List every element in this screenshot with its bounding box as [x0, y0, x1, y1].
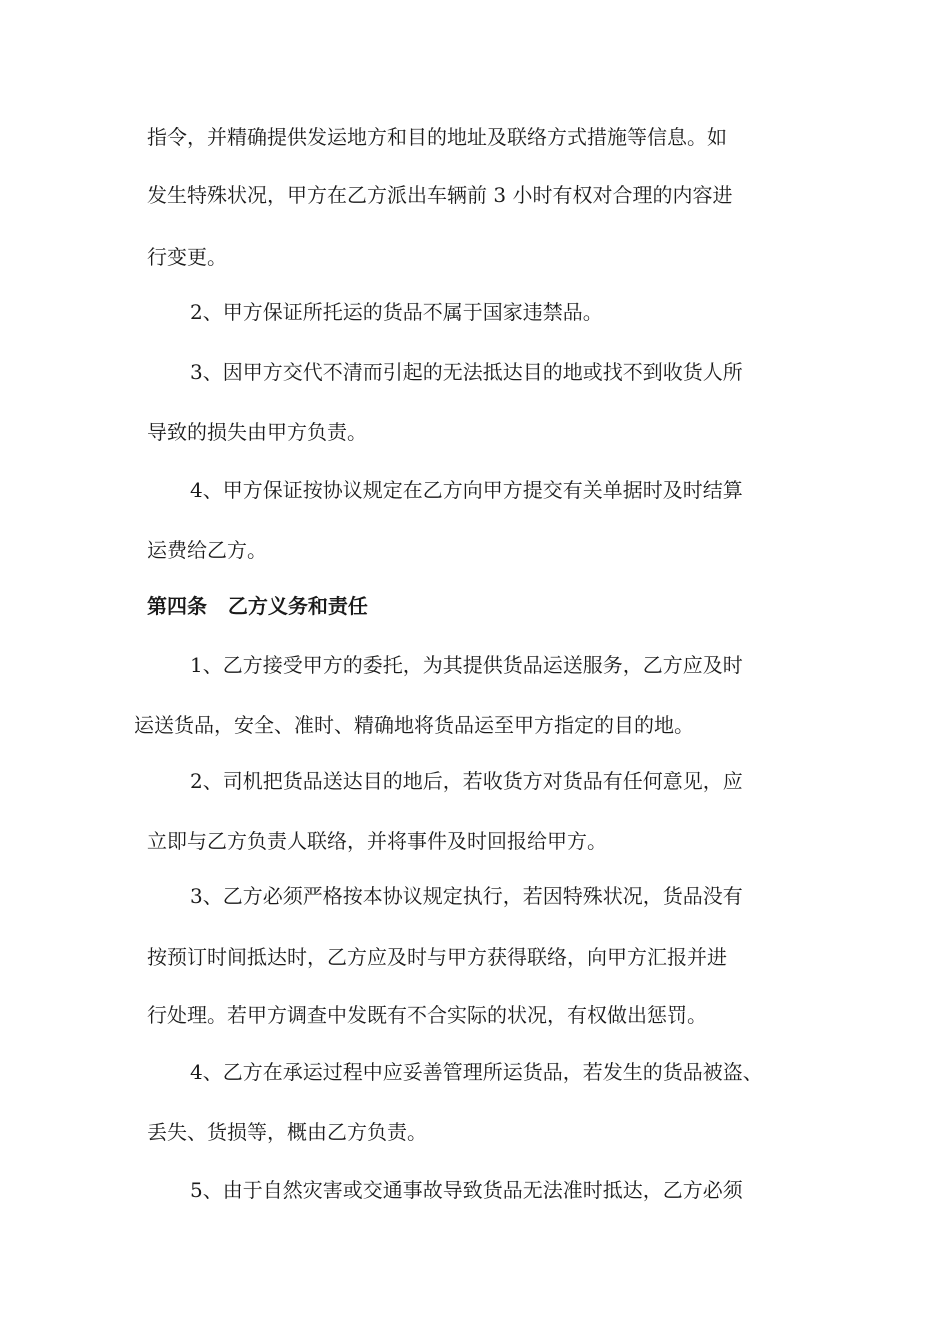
section-heading: 第四条 乙方义务和责任 — [147, 594, 368, 618]
body-text-line: 丢失、货损等，概由乙方负责。 — [147, 1120, 427, 1144]
clause-item: 1、乙方接受甲方的委托，为其提供货品运送服务，乙方应及时 — [190, 653, 743, 677]
clause-item: 4、乙方在承运过程中应妥善管理所运货品，若发生的货品被盗、 — [190, 1060, 763, 1084]
body-text-line: 立即与乙方负责人联络，并将事件及时回报给甲方。 — [147, 829, 607, 853]
clause-item: 3、乙方必须严格按本协议规定执行，若因特殊状况，货品没有 — [190, 884, 743, 908]
body-text-line: 按预订时间抵达时，乙方应及时与甲方获得联络，向甲方汇报并进 — [147, 945, 727, 969]
clause-item: 3、因甲方交代不清而引起的无法抵达目的地或找不到收货人所 — [190, 360, 743, 384]
body-text-line: 行处理。若甲方调查中发既有不合实际的状况，有权做出惩罚。 — [147, 1003, 707, 1027]
clause-item: 5、由于自然灾害或交通事故导致货品无法准时抵达，乙方必须 — [190, 1178, 743, 1202]
body-text-line: 发生特殊状况，甲方在乙方派出车辆前 3 小时有权对合理的内容进 — [147, 183, 733, 207]
body-text-line: 行变更。 — [147, 245, 227, 269]
clause-item: 2、司机把货品送达目的地后，若收货方对货品有任何意见，应 — [190, 769, 743, 793]
body-text-line: 指令，并精确提供发运地方和目的地址及联络方式措施等信息。如 — [147, 125, 727, 149]
clause-item: 4、甲方保证按协议规定在乙方向甲方提交有关单据时及时结算 — [190, 478, 743, 502]
clause-item: 2、甲方保证所托运的货品不属于国家违禁品。 — [190, 300, 603, 324]
body-text-line: 运费给乙方。 — [147, 538, 267, 562]
body-text-line: 运送货品，安全、准时、精确地将货品运至甲方指定的目的地。 — [134, 713, 694, 737]
body-text-line: 导致的损失由甲方负责。 — [147, 420, 367, 444]
